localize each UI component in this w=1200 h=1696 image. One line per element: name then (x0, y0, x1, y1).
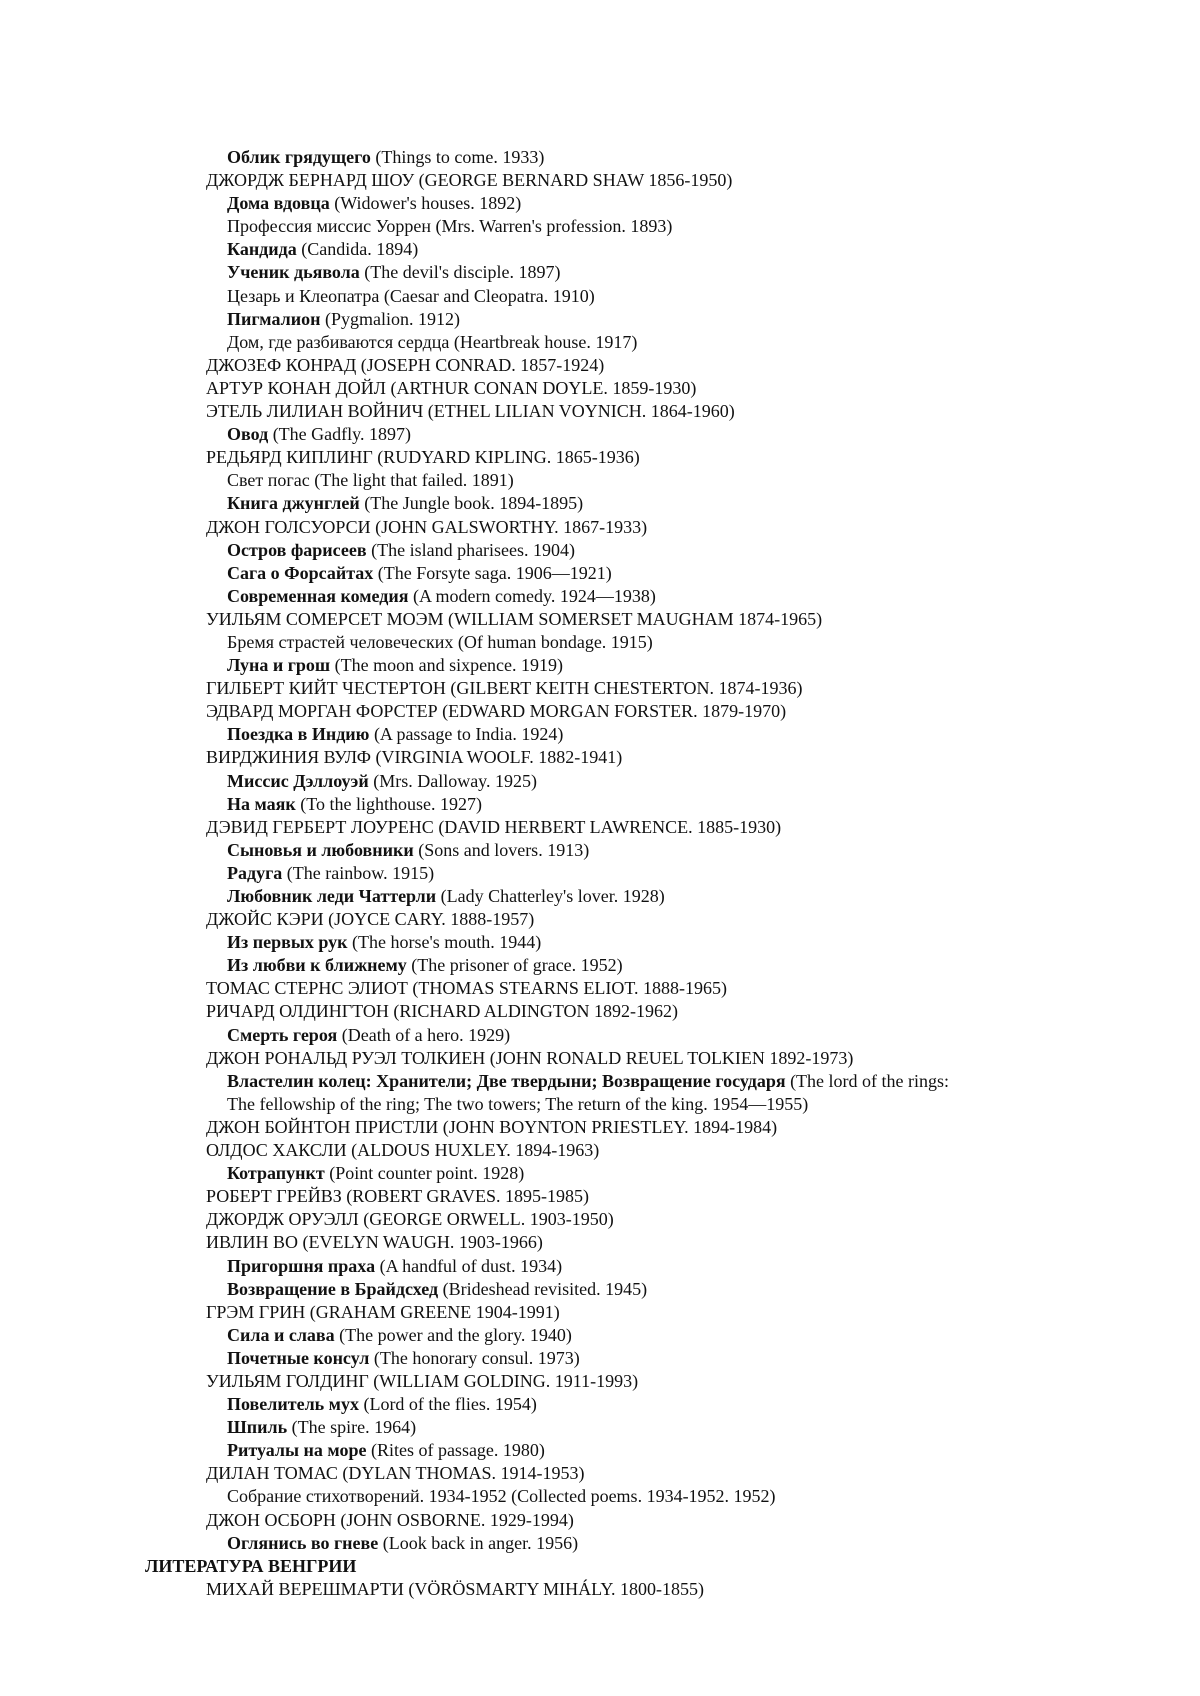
author-heading: ДЖОН ОСБОРН (JOHN OSBORNE. 1929-1994) (206, 1509, 574, 1530)
work-entry (0, 331, 1200, 354)
author-heading: ГИЛБЕРТ КИЙТ ЧЕСТЕРТОН (GILBERT KEITH CHESTERTON. 1874-1936) (206, 678, 803, 699)
work-entry (0, 261, 1200, 284)
author-heading: ТОМАС СТЕРНС ЭЛИОТ (THOMAS STEARNS ELIOT. 1888-1965) (206, 978, 727, 999)
work-details: (Death of a hero. 1929) (337, 1024, 511, 1045)
bibliography-list (0, 146, 1200, 1601)
author-heading: ДЖОРДЖ ОРУЭЛЛ (GEORGE ORWELL. 1903-1950) (206, 1209, 614, 1230)
work-title: Ритуалы на море (227, 1440, 367, 1461)
author-heading: ЭТЕЛЬ ЛИЛИАН ВОЙНИЧ (ETHEL LILIAN VOYNICH. 1864-1960) (206, 401, 735, 422)
work-entry (0, 862, 1200, 885)
work-entry (0, 215, 1200, 238)
work-entry (0, 539, 1200, 562)
work-details: (A passage to India. 1924) (369, 724, 564, 745)
work-title: Ученик дьявола (227, 262, 360, 283)
author-heading: УИЛЬЯМ СОМЕРСЕТ МОЭМ (WILLIAM SOMERSET MAUGHAM 1874-1965) (206, 608, 823, 629)
work-details: (To the lighthouse. 1927) (295, 793, 482, 814)
work-title: Смерть героя (227, 1024, 338, 1045)
work-entry (0, 238, 1200, 261)
work-title: Властелин колец: Хранители; Две твердыни; Возвращение государя (227, 1070, 786, 1091)
work-details: (Candida. 1894) (296, 239, 419, 260)
work-details: (Lord of the flies. 1954) (358, 1394, 537, 1415)
author-heading: ЭДВАРД МОРГАН ФОРСТЕР (EDWARD MORGAN FORSTER. 1879-1970) (206, 701, 787, 722)
work-title: Возвращение в Брайдсхед (227, 1278, 439, 1299)
work-details: (A handful of dust. 1934) (375, 1255, 563, 1276)
work-details: (The Jungle book. 1894-1895) (359, 493, 584, 514)
work-details: (Brideshead revisited. 1945) (438, 1278, 648, 1299)
work-title: Из любви к ближнему (227, 955, 407, 976)
work-details: (The rainbow. 1915) (282, 862, 435, 883)
work-details: (The moon and sixpence. 1919) (330, 655, 564, 676)
work-details: (Mrs. Dalloway. 1925) (368, 770, 538, 791)
work-title: Книга джунглей (227, 493, 360, 514)
work-title: Остров фарисеев (227, 539, 367, 560)
author-heading: ДЖОН ГОЛСУОРСИ (JOHN GALSWORTHY. 1867-1933) (206, 516, 648, 537)
work-title: Сыновья и любовники (227, 839, 414, 860)
work-details: (The Gadfly. 1897) (268, 424, 411, 445)
work-entry (0, 770, 1200, 793)
work-entry (0, 631, 1200, 654)
work-title: Сила и слава (227, 1324, 335, 1345)
work-entry (0, 1485, 1200, 1508)
work-title: Оглянись во гневе (227, 1532, 379, 1553)
work-details: Профессия миссис Уоррен (Mrs. Warren's profession. 1893) (227, 216, 673, 237)
section-heading: ЛИТЕРАТУРА ВЕНГРИИ (145, 1555, 357, 1576)
author-heading: ДЖОЗЕФ КОНРАД (JOSEPH CONRAD. 1857-1924) (206, 354, 605, 375)
work-title: Любовник леди Чаттерли (227, 886, 437, 906)
work-entry (0, 1439, 1200, 1462)
author-heading: ДЖОЙС КЭРИ (JOYCE CARY. 1888-1957) (206, 909, 535, 930)
work-entry (0, 839, 1200, 862)
work-entry (0, 146, 1200, 169)
work-title: Поездка в Индию (227, 724, 370, 745)
work-title: Облик грядущего (227, 147, 371, 167)
work-entry (0, 931, 1200, 954)
author-heading: РИЧАРД ОЛДИНГТОН (RICHARD ALDINGTON 1892-1962) (206, 1001, 679, 1022)
work-entry (0, 793, 1200, 816)
work-details: Собрание стихотворений. 1934-1952 (Collected poems. 1934-1952. 1952) (227, 1486, 776, 1507)
work-title: Луна и грош (227, 655, 331, 676)
work-title: Повелитель мух (227, 1394, 359, 1415)
work-entry (0, 192, 1200, 215)
author-heading: ДЖОРДЖ БЕРНАРД ШОУ (GEORGE BERNARD SHAW 1856-1950) (206, 170, 733, 191)
work-entry (0, 1532, 1200, 1555)
work-details: (Things to come. 1933) (370, 147, 545, 167)
work-entry (0, 308, 1200, 331)
work-title: Из первых рук (227, 932, 348, 953)
author-heading: РОБЕРТ ГРЕЙВЗ (ROBERT GRAVES. 1895-1985) (206, 1186, 589, 1207)
author-heading: ИВЛИН ВО (EVELYN WAUGH. 1903-1966) (206, 1232, 543, 1253)
author-heading: ДИЛАН ТОМАС (DYLAN THOMAS. 1914-1953) (206, 1463, 585, 1484)
work-details: (The lord of the rings: (785, 1070, 950, 1091)
work-details: (The honorary consul. 1973) (369, 1347, 580, 1368)
work-details: (The devil's disciple. 1897) (359, 262, 561, 283)
work-details: (Rites of passage. 1980) (366, 1440, 545, 1461)
work-details: Цезарь и Клеопатра (Caesar and Cleopatra. 1910) (227, 285, 595, 306)
work-title: Дома вдовца (227, 193, 330, 214)
author-heading: РЕДЬЯРД КИПЛИНГ (RUDYARD KIPLING. 1865-1936) (206, 447, 640, 468)
author-heading: ДЖОН РОНАЛЬД РУЭЛ ТОЛКИЕН (JOHN RONALD REUEL TOLKIEN 1892-1973) (206, 1047, 854, 1068)
work-title: Сага о Форсайтах (227, 562, 374, 583)
work-entry (0, 723, 1200, 746)
work-details: (Look back in anger. 1956) (378, 1532, 579, 1553)
work-details: (The horse's mouth. 1944) (347, 932, 542, 953)
work-details: Свет погас (The light that failed. 1891) (227, 470, 514, 491)
work-details: (Lady Chatterley's lover. 1928) (436, 886, 665, 906)
author-heading: УИЛЬЯМ ГОЛДИНГ (WILLIAM GOLDING. 1911-1993) (206, 1370, 639, 1391)
author-heading: ГРЭМ ГРИН (GRAHAM GREENE 1904-1991) (206, 1301, 560, 1322)
author-heading: ДЖОН БОЙНТОН ПРИСТЛИ (JOHN BOYNTON PRIESTLEY. 1894-1984) (206, 1116, 778, 1137)
work-entry (0, 1024, 1200, 1047)
work-title: Котрапункт (227, 1163, 325, 1184)
work-details: (The power and the glory. 1940) (334, 1324, 572, 1345)
work-entry (0, 285, 1200, 308)
work-entry (0, 1416, 1200, 1439)
work-details: Дом, где разбиваются сердца (Heartbreak house. 1917) (227, 331, 638, 352)
author-heading: ДЭВИД ГЕРБЕРТ ЛОУРЕНС (DAVID HERBERT LAWRENCE. 1885-1930) (206, 816, 782, 837)
work-details: (The Forsyte saga. 1906—1921) (373, 562, 612, 583)
author-heading: ОЛДОС ХАКСЛИ (ALDOUS HUXLEY. 1894-1963) (206, 1140, 600, 1161)
work-entry (0, 1070, 1200, 1093)
author-heading: АРТУР КОНАН ДОЙЛ (ARTHUR CONAN DOYLE. 1859-1930) (206, 377, 697, 398)
work-entry (0, 562, 1200, 585)
work-entry (0, 1393, 1200, 1416)
work-title: Миссис Дэллоуэй (227, 770, 369, 791)
work-details: (Widower's houses. 1892) (329, 193, 522, 214)
work-details: (A modern comedy. 1924—1938) (408, 585, 656, 606)
work-title: На маяк (227, 793, 296, 814)
author-heading: ВИРДЖИНИЯ ВУЛФ (VIRGINIA WOOLF. 1882-1941) (206, 747, 623, 768)
work-entry (0, 1162, 1200, 1185)
author-heading: МИХАЙ ВЕРЕШМАРТИ (VÖRÖSMARTY MIHÁLY. 1800-1855) (206, 1578, 705, 1599)
work-details: Бремя страстей человеческих (Of human bondage. 1915) (227, 631, 653, 652)
work-entry (0, 885, 1200, 908)
work-details: (Point counter point. 1928) (324, 1163, 525, 1184)
work-entry (0, 423, 1200, 446)
work-title: Овод (227, 424, 269, 445)
work-entry-continuation: The fellowship of the ring; The two towers; The return of the king. 1954—1955) (227, 1093, 809, 1114)
work-title: Почетные консул (227, 1347, 370, 1368)
work-entry (0, 654, 1200, 677)
work-entry (0, 492, 1200, 515)
work-entry (0, 585, 1200, 608)
work-details: (Pygmalion. 1912) (320, 308, 460, 329)
work-title: Пигмалион (227, 308, 321, 329)
work-entry (0, 1324, 1200, 1347)
work-entry (0, 1255, 1200, 1278)
work-entry (0, 1278, 1200, 1301)
work-entry (0, 1347, 1200, 1370)
work-entry (0, 469, 1200, 492)
work-details: (Sons and lovers. 1913) (413, 839, 590, 860)
work-entry (0, 954, 1200, 977)
work-title: Пригоршня праха (227, 1255, 376, 1276)
work-title: Кандида (227, 239, 297, 260)
work-details: (The spire. 1964) (287, 1417, 417, 1438)
work-title: Современная комедия (227, 585, 409, 606)
work-details: (The prisoner of grace. 1952) (406, 955, 623, 976)
work-title: Радуга (227, 862, 283, 883)
work-title: Шпиль (227, 1417, 288, 1438)
work-details: (The island pharisees. 1904) (366, 539, 576, 560)
